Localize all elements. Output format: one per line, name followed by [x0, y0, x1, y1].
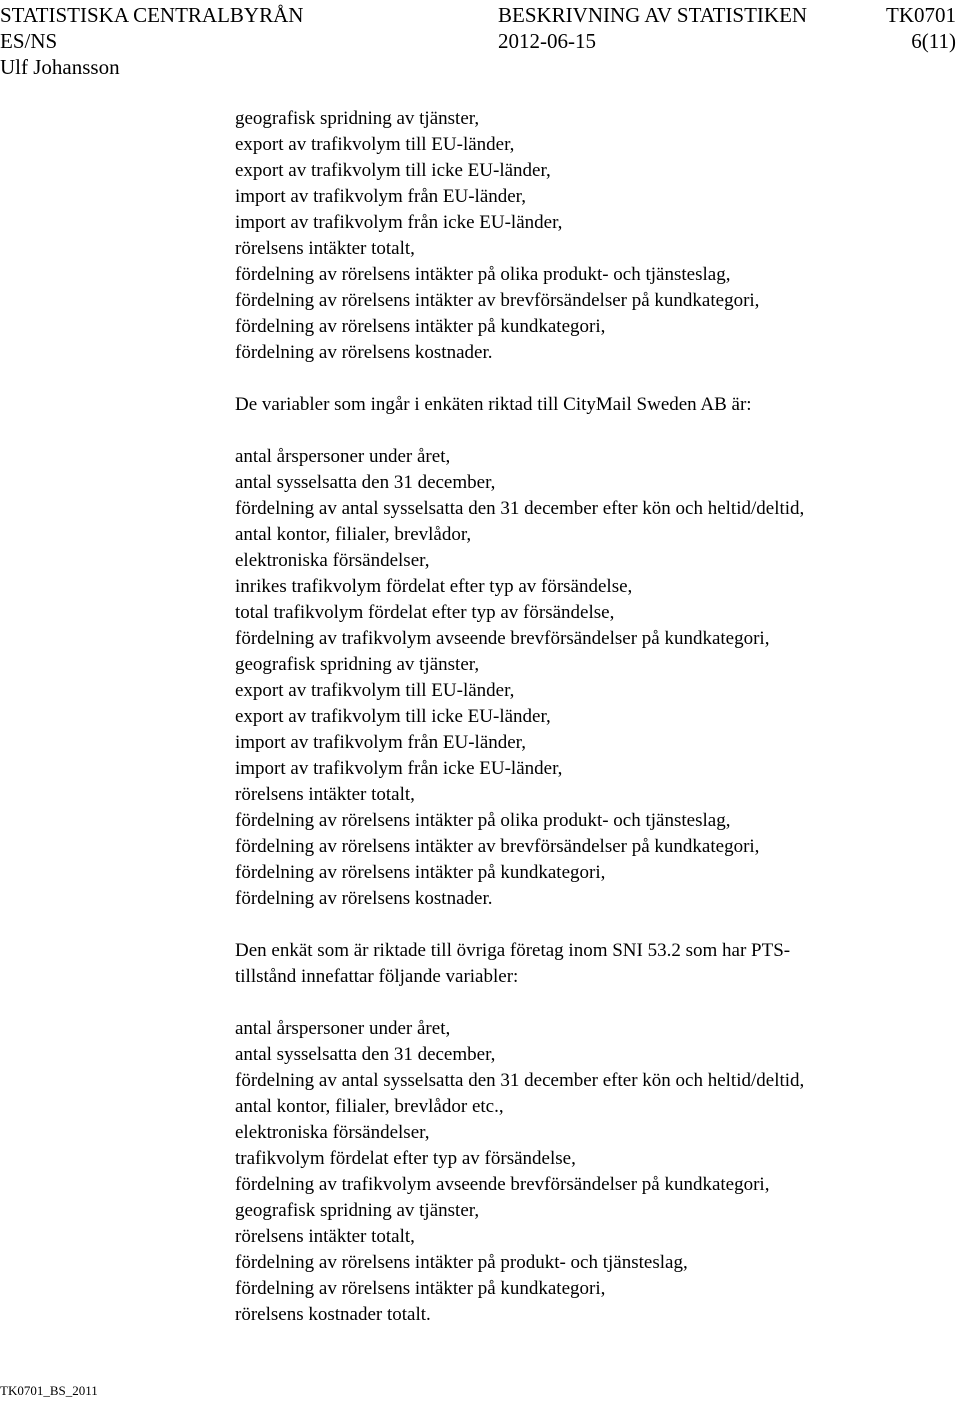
- list-item: fördelning av trafikvolym avseende brevförsändelser på kundkategori,: [235, 628, 770, 649]
- header-date: 2012-06-15: [498, 29, 596, 53]
- list-item: fördelning av rörelsens intäkter på produkt- och tjänsteslag,: [235, 1252, 688, 1273]
- list-item: fördelning av rörelsens intäkter av brevförsändelser på kundkategori,: [235, 836, 760, 857]
- list-item: import av trafikvolym från EU-länder,: [235, 186, 527, 207]
- list-item: antal årspersoner under året,: [235, 446, 451, 467]
- paragraph-gap: [235, 912, 935, 938]
- list-item: fördelning av rörelsens intäkter på olika produkt- och tjänsteslag,: [235, 810, 731, 831]
- list-item: fördelning av rörelsens intäkter på kundkategori,: [235, 1278, 606, 1299]
- header-doc-code: TK0701: [886, 3, 956, 27]
- paragraph-gap: [235, 990, 935, 1016]
- list-item: antal sysselsatta den 31 december,: [235, 1044, 496, 1065]
- list-item: fördelning av trafikvolym avseende brevförsändelser på kundkategori,: [235, 1174, 770, 1195]
- list-item: fördelning av antal sysselsatta den 31 december efter kön och heltid/deltid,: [235, 1070, 805, 1091]
- list-item: geografisk spridning av tjänster,: [235, 654, 480, 675]
- list-item: export av trafikvolym till icke EU-länder,: [235, 706, 551, 727]
- list-item: inrikes trafikvolym fördelat efter typ av försändelse,: [235, 576, 633, 597]
- list-item: export av trafikvolym till icke EU-länder,: [235, 160, 551, 181]
- list-item: antal sysselsatta den 31 december,: [235, 472, 496, 493]
- header-doc-type: BESKRIVNING AV STATISTIKEN: [498, 3, 808, 27]
- variable-list-3: [235, 1016, 935, 1328]
- citymail-intro-paragraph: De variabler som ingår i enkäten riktad till CityMail Sweden AB är:: [235, 394, 752, 415]
- list-item: import av trafikvolym från icke EU-länder,: [235, 212, 563, 233]
- list-item: antal årspersoner under året,: [235, 1018, 451, 1039]
- list-item: fördelning av rörelsens kostnader.: [235, 342, 493, 363]
- list-item: fördelning av rörelsens intäkter på kundkategori,: [235, 862, 606, 883]
- list-item: fördelning av rörelsens intäkter av brevförsändelser på kundkategori,: [235, 290, 760, 311]
- list-item: geografisk spridning av tjänster,: [235, 108, 480, 129]
- list-item: elektroniska försändelser,: [235, 550, 430, 571]
- variable-list-1: [235, 106, 935, 366]
- paragraph-line: tillstånd innefattar följande variabler:: [235, 966, 519, 987]
- paragraph-gap: [235, 418, 935, 444]
- list-item: geografisk spridning av tjänster,: [235, 1200, 480, 1221]
- list-item: fördelning av antal sysselsatta den 31 december efter kön och heltid/deltid,: [235, 498, 805, 519]
- list-item: rörelsens intäkter totalt,: [235, 784, 415, 805]
- header-author: Ulf Johansson: [0, 55, 120, 79]
- list-item: import av trafikvolym från EU-länder,: [235, 732, 527, 753]
- list-item: fördelning av rörelsens kostnader.: [235, 888, 493, 909]
- list-item: rörelsens kostnader totalt.: [235, 1304, 431, 1325]
- list-item: fördelning av rörelsens intäkter på kundkategori,: [235, 316, 606, 337]
- paragraph-gap: [235, 366, 935, 392]
- list-item: export av trafikvolym till EU-länder,: [235, 134, 515, 155]
- variable-list-2: [235, 444, 935, 912]
- list-item: export av trafikvolym till EU-länder,: [235, 680, 515, 701]
- header-dept: ES/NS: [0, 29, 58, 53]
- header-org: STATISTISKA CENTRALBYRÅN: [0, 3, 304, 27]
- list-item: rörelsens intäkter totalt,: [235, 1226, 415, 1247]
- list-item: import av trafikvolym från icke EU-länder,: [235, 758, 563, 779]
- document-body: [235, 106, 935, 1328]
- list-item: antal kontor, filialer, brevlådor,: [235, 524, 472, 545]
- list-item: trafikvolym fördelat efter typ av försändelse,: [235, 1148, 576, 1169]
- list-item: total trafikvolym fördelat efter typ av försändelse,: [235, 602, 615, 623]
- other-companies-intro-paragraph: [235, 938, 935, 990]
- list-item: fördelning av rörelsens intäkter på olika produkt- och tjänsteslag,: [235, 264, 731, 285]
- list-item: rörelsens intäkter totalt,: [235, 238, 415, 259]
- list-item: antal kontor, filialer, brevlådor etc.,: [235, 1096, 504, 1117]
- footer-doc-id: TK0701_BS_2011: [0, 1383, 98, 1398]
- paragraph-line: Den enkät som är riktade till övriga företag inom SNI 53.2 som har PTS-: [235, 940, 791, 961]
- header-page-number: 6(11): [911, 29, 956, 53]
- list-item: elektroniska försändelser,: [235, 1122, 430, 1143]
